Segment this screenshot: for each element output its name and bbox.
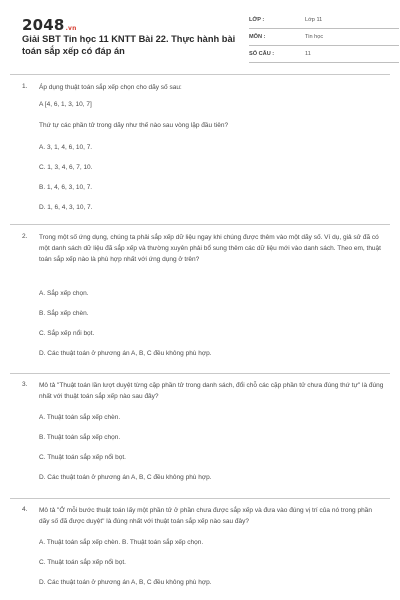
option-b[interactable]: B. Thuật toán sắp xếp chọn. [39,434,121,441]
meta-row-class [249,14,399,29]
question-text: Mô tả "Ở mỗi bước thuật toán lấy một phần tử ở phần chưa được sắp xếp và đưa vào đúng vị trí của nó trong phần dãy số đã được duyệt" là đúng nhất với thuật toán sắp xếp nào sau đây? [39,507,372,525]
meta-fields [249,14,399,65]
option-a[interactable]: A. Sắp xếp chọn. [39,290,89,297]
class-value: Lớp 11 [305,17,323,23]
question-text: Áp dụng thuật toán sắp xếp chọn cho dãy số sau: [39,84,182,91]
subject-label: MÔN : [249,34,266,40]
document-title: Giải SBT Tin học 11 KNTT Bài 22. Thực hành bài toán sắp xếp có đáp án [22,34,236,56]
logo-suffix: .vn [65,25,77,32]
option-d[interactable]: D. Các thuật toán ở phương án A, B, C đều không phù hợp. [39,350,212,357]
question-number: 1. [22,83,28,90]
question-subtext: Thứ tự các phần tử trong dãy như thế nào sau vòng lặp đầu tiên? [39,122,229,129]
option-c[interactable]: C. Sắp xếp nổi bọt. [39,330,95,337]
question-divider [10,224,390,225]
question-number: 2. [22,233,28,240]
class-label: LỚP : [249,17,265,23]
meta-row-subject [249,31,399,46]
site-logo[interactable]: 2048.vn [22,16,77,34]
question-count-value: 11 [305,51,311,57]
question-divider [10,498,390,499]
option-a-b[interactable]: A. Thuật toán sắp xếp chèn. B. Thuật toán sắp xếp chọn. [39,539,204,546]
question-number: 4. [22,506,28,513]
meta-row-question-count [249,48,399,63]
option-d[interactable]: D. Các thuật toán ở phương án A, B, C đều không phù hợp. [39,474,212,481]
question-number: 3. [22,381,28,388]
option-d[interactable]: D. Các thuật toán ở phương án A, B, C đều không phù hợp. [39,579,212,586]
option-c[interactable]: C. 1, 3, 4, 6, 7, 10. [39,164,93,171]
question-text: Trong một số ứng dụng, chúng ta phải sắp xếp dữ liệu ngay khi chúng được thêm vào một dãy số. Ví dụ, giả sử đã có một danh sách dữ liệu đã sắp xếp và thường xuyên phải bổ sung thêm các dữ liệu mới vào danh sách. Theo em, thuật toán sắp xếp nào là phù hợp nhất với ứng dụng ở trên? [39,234,381,263]
question-array: A [4, 6, 1, 3, 10, 7] [39,101,92,108]
question-text: Mô tả "Thuật toán lần lượt duyệt từng cặp phần tử trong danh sách, đổi chỗ các cặp phần tử chưa đúng thứ tự" là đúng nhất với thuật toán sắp xếp nào sau đây? [39,382,384,400]
option-c[interactable]: C. Thuật toán sắp xếp nổi bọt. [39,559,126,566]
page-header [22,14,382,66]
option-d[interactable]: D. 1, 6, 4, 3, 10, 7. [39,204,93,211]
question-count-label: SỐ CÂU : [249,51,275,57]
question-divider [10,373,390,374]
option-b[interactable]: B. Sắp xếp chèn. [39,310,89,317]
question-divider [10,74,390,75]
option-a[interactable]: A. 3, 1, 4, 6, 10, 7. [39,144,93,151]
option-a[interactable]: A. Thuật toán sắp xếp chèn. [39,414,121,421]
option-b[interactable]: B. 1, 4, 6, 3, 10, 7. [39,184,93,191]
subject-value: Tin học [305,34,324,40]
option-c[interactable]: C. Thuật toán sắp xếp nổi bọt. [39,454,126,461]
